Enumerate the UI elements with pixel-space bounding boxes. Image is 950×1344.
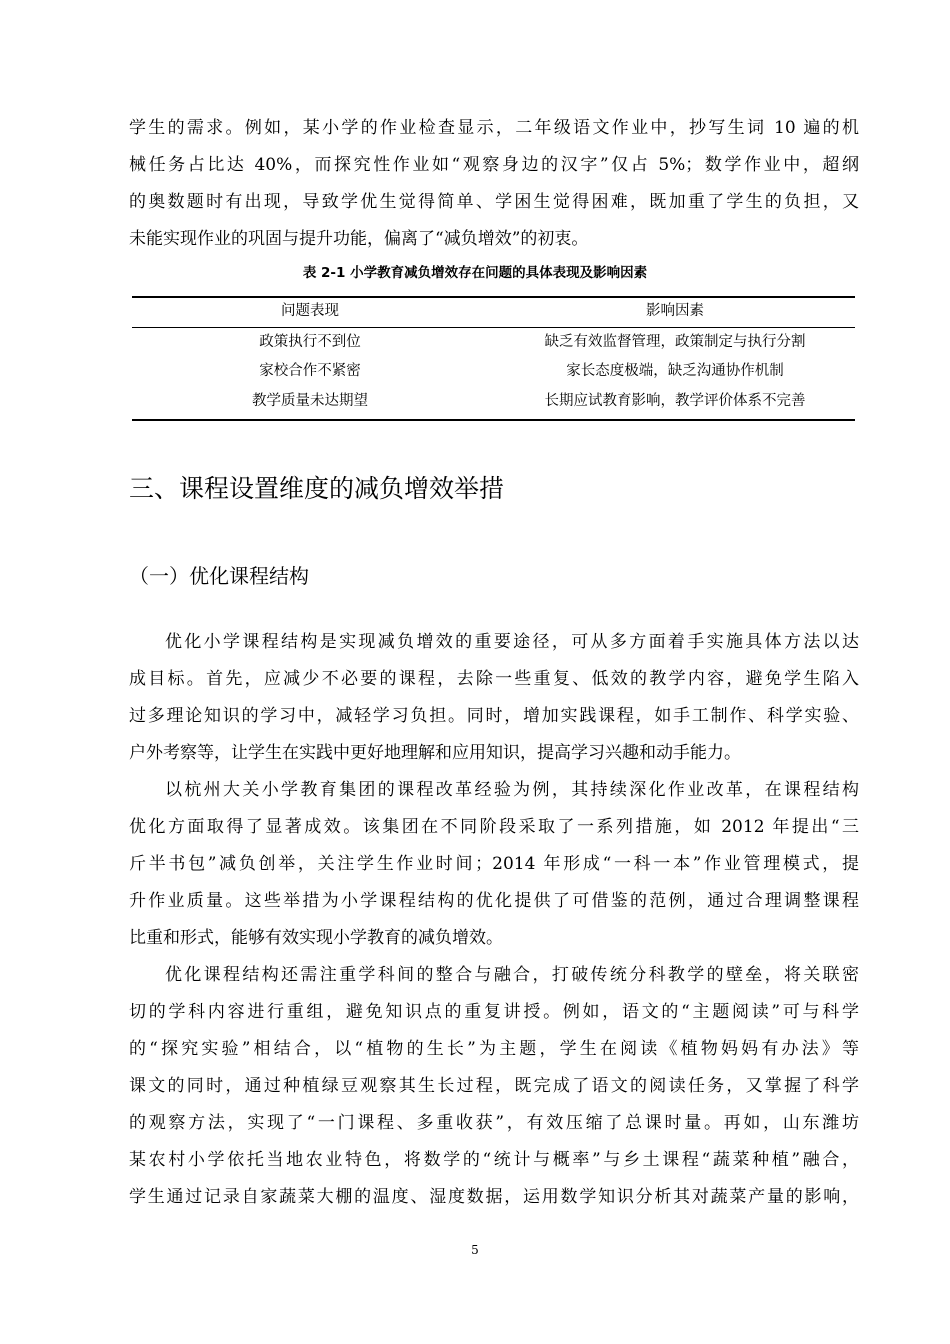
table-cell-problem: 教学质量未达期望 bbox=[252, 393, 368, 409]
body-line: 比重和形式，能够有效实现小学教育的减负增效。 bbox=[129, 928, 503, 948]
intro-line: 械任务占比达 40%，而探究性作业如“观察身边的汉字”仅占 5%；数学作业中，超纲 bbox=[129, 155, 859, 175]
intro-line: 未能实现作业的巩固与提升功能，偏离了“减负增效”的初衷。 bbox=[129, 229, 589, 249]
body-line: 优化小学课程结构是实现减负增效的重要途径，可从多方面着手实施具体方法以达 bbox=[165, 632, 859, 652]
table-header-rule bbox=[132, 327, 855, 328]
intro-line: 学生的需求。例如，某小学的作业检查显示，二年级语文作业中，抄写生词 10 遍的机 bbox=[129, 118, 859, 138]
intro-line: 的奥数题时有出现，导致学优生觉得简单、学困生觉得困难，既加重了学生的负担，又 bbox=[129, 192, 859, 212]
subsection-heading: （一）优化课程结构 bbox=[129, 564, 309, 588]
body-line: 以杭州大关小学教育集团的课程改革经验为例，其持续深化作业改革，在课程结构 bbox=[165, 780, 859, 800]
body-line: 优化方面取得了显著成效。该集团在不同阶段采取了一系列措施，如 2012 年提出“三 bbox=[129, 817, 859, 837]
table-cell-problem: 家校合作不紧密 bbox=[259, 363, 361, 379]
section-heading: 三、课程设置维度的减负增效举措 bbox=[129, 474, 505, 503]
table-cell-problem: 政策执行不到位 bbox=[259, 334, 361, 350]
table-top-rule bbox=[132, 296, 855, 298]
body-line: 切的学科内容进行重组，避免知识点的重复讲授。例如，语文的“主题阅读”可与科学 bbox=[129, 1002, 859, 1022]
table-caption: 表 2-1 小学教育减负增效存在问题的具体表现及影响因素 bbox=[302, 265, 648, 281]
body-line: 课文的同时，通过种植绿豆观察其生长过程，既完成了语文的阅读任务，又掌握了科学 bbox=[129, 1076, 859, 1096]
table-header-factor: 影响因素 bbox=[646, 303, 704, 319]
body-line: 优化课程结构还需注重学科间的整合与融合，打破传统分科教学的壁垒，将关联密 bbox=[165, 965, 859, 985]
body-line: 成目标。首先，应减少不必要的课程，去除一些重复、低效的教学内容，避免学生陷入 bbox=[129, 669, 859, 689]
table-cell-factor: 长期应试教育影响，教学评价体系不完善 bbox=[544, 393, 806, 409]
body-line: 的“探究实验”相结合，以“植物的生长”为主题，学生在阅读《植物妈妈有办法》等 bbox=[129, 1039, 859, 1059]
body-line: 升作业质量。这些举措为小学课程结构的优化提供了可借鉴的范例，通过合理调整课程 bbox=[129, 891, 859, 911]
body-line: 的观察方法，实现了“一门课程、多重收获”，有效压缩了总课时量。再如，山东潍坊 bbox=[129, 1113, 859, 1133]
table-bottom-rule bbox=[132, 419, 855, 421]
table-header-problem: 问题表现 bbox=[281, 303, 339, 319]
body-line: 户外考察等，让学生在实践中更好地理解和应用知识，提高学习兴趣和动手能力。 bbox=[129, 743, 741, 763]
page-number: 5 bbox=[471, 1243, 479, 1257]
body-line: 过多理论知识的学习中，减轻学习负担。同时，增加实践课程，如手工制作、科学实验、 bbox=[129, 706, 859, 726]
table-cell-factor: 缺乏有效监督管理，政策制定与执行分割 bbox=[544, 334, 806, 350]
table-cell-factor: 家长态度极端，缺乏沟通协作机制 bbox=[566, 363, 784, 379]
body-line: 学生通过记录自家蔬菜大棚的温度、湿度数据，运用数学知识分析其对蔬菜产量的影响， bbox=[129, 1187, 859, 1207]
body-line: 斤半书包”减负创举，关注学生作业时间；2014 年形成“一科一本”作业管理模式，提 bbox=[129, 854, 859, 874]
body-line: 某农村小学依托当地农业特色，将数学的“统计与概率”与乡土课程“蔬菜种植”融合， bbox=[129, 1150, 859, 1170]
